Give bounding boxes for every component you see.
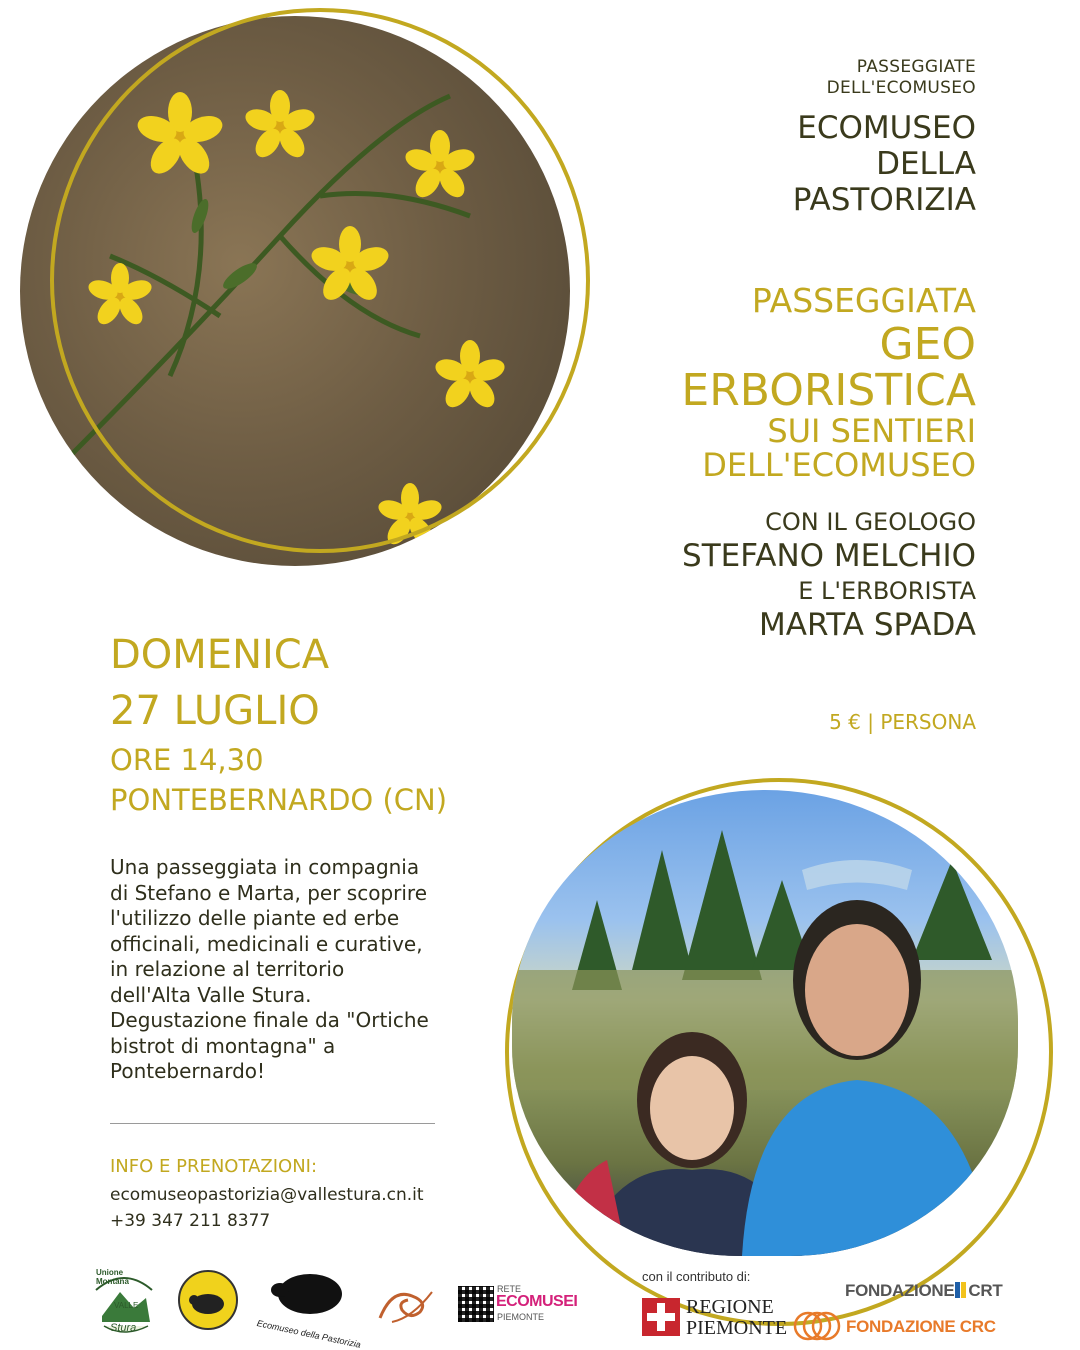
guides-illustration (512, 790, 1018, 1256)
event-title-line-4: SUI SENTIERI (767, 412, 976, 450)
ecomuseo-logo-label: Ecomuseo della Pastorizia (255, 1318, 362, 1350)
ecomuseo-pastorizia-logo (255, 1270, 362, 1350)
rete-piemonte: PIEMONTE (497, 1312, 545, 1322)
org-line-1: ECOMUSEO (797, 110, 976, 146)
with-herbalist-label: E L'ERBORISTA (798, 577, 976, 605)
event-place: PONTEBERNARDO (CN) (110, 783, 448, 817)
piemonte-label: PIEMONTE (686, 1317, 788, 1339)
org-title (596, 110, 976, 218)
event-title-line-3: ERBORISTICA (681, 365, 976, 416)
description-line: Una passeggiata in compagnia (110, 855, 420, 879)
description-line: l'utilizzo delle piante ed erbe (110, 906, 400, 930)
unione-stura: Stura (110, 1322, 137, 1334)
sheep-badge-logo (178, 1270, 238, 1330)
event-description (110, 855, 490, 1085)
crt-bar-icon (961, 1282, 966, 1298)
event-day: DOMENICA (110, 632, 330, 678)
price: 5 € | PERSONA (829, 710, 976, 734)
org-line-3: PASTORIZIA (792, 182, 976, 218)
description-line: bistrot di montagna" a (110, 1033, 336, 1058)
spiral-logo (372, 1278, 438, 1328)
description-line: Pontebernardo! (110, 1059, 266, 1083)
series-label (596, 57, 976, 99)
unione-label: Unione Montana (96, 1268, 129, 1286)
event-title-line-1: PASSEGGIATA (751, 281, 976, 320)
divider (110, 1123, 435, 1124)
crt-suffix: CRT (968, 1281, 1003, 1300)
contact-email[interactable]: ecomuseopastorizia@vallestura.cn.it (110, 1185, 424, 1205)
org-line-2: DELLA (876, 146, 976, 182)
unione-montana-logo (90, 1270, 158, 1338)
regione-label: REGIONE (686, 1296, 774, 1318)
event-title-line-2: GEO (879, 319, 976, 370)
info-heading: INFO E PRENOTAZIONI: (110, 1156, 318, 1177)
regione-flag-icon (642, 1298, 680, 1336)
series-line-1: PASSEGGIATE (856, 57, 976, 77)
guides-photo (512, 790, 1018, 1256)
crc-rings-icon (793, 1311, 841, 1341)
herbalist-name: MARTA SPADA (759, 607, 976, 643)
description-line: Degustazione finale da "Ortiche (110, 1008, 429, 1032)
rete-ecomusei: ECOMUSEI (496, 1293, 578, 1310)
description-line: officinali, medicinali e curative, (110, 931, 423, 956)
contribution-label: con il contributo di: (642, 1269, 751, 1284)
event-title-line-5: DELL'ECOMUSEO (702, 446, 976, 484)
rete-label: RETE (497, 1284, 522, 1294)
fondazione-crt-label: FONDAZIONE (845, 1281, 955, 1300)
contact-phone[interactable]: +39 347 211 8377 (110, 1211, 271, 1231)
description-line: in relazione al territorio (110, 957, 345, 981)
event-time: ORE 14,30 (110, 743, 264, 777)
series-line-2: DELL'ECOMUSEO (826, 78, 976, 98)
fondazione-crc-label: FONDAZIONE CRC (846, 1317, 996, 1336)
with-geologist-label: CON IL GEOLOGO (765, 508, 976, 536)
crt-bar-icon (955, 1282, 960, 1298)
event-date: 27 LUGLIO (110, 688, 320, 734)
fondazione-crt-logo (845, 1281, 1002, 1301)
geologist-name: STEFANO MELCHIO (682, 538, 976, 574)
description-line: di Stefano e Marta, per scoprire (110, 880, 428, 905)
unione-valle: VALLE (114, 1301, 139, 1310)
qr-code-icon[interactable] (458, 1286, 494, 1322)
description-line: dell'Alta Valle Stura. (110, 982, 312, 1007)
